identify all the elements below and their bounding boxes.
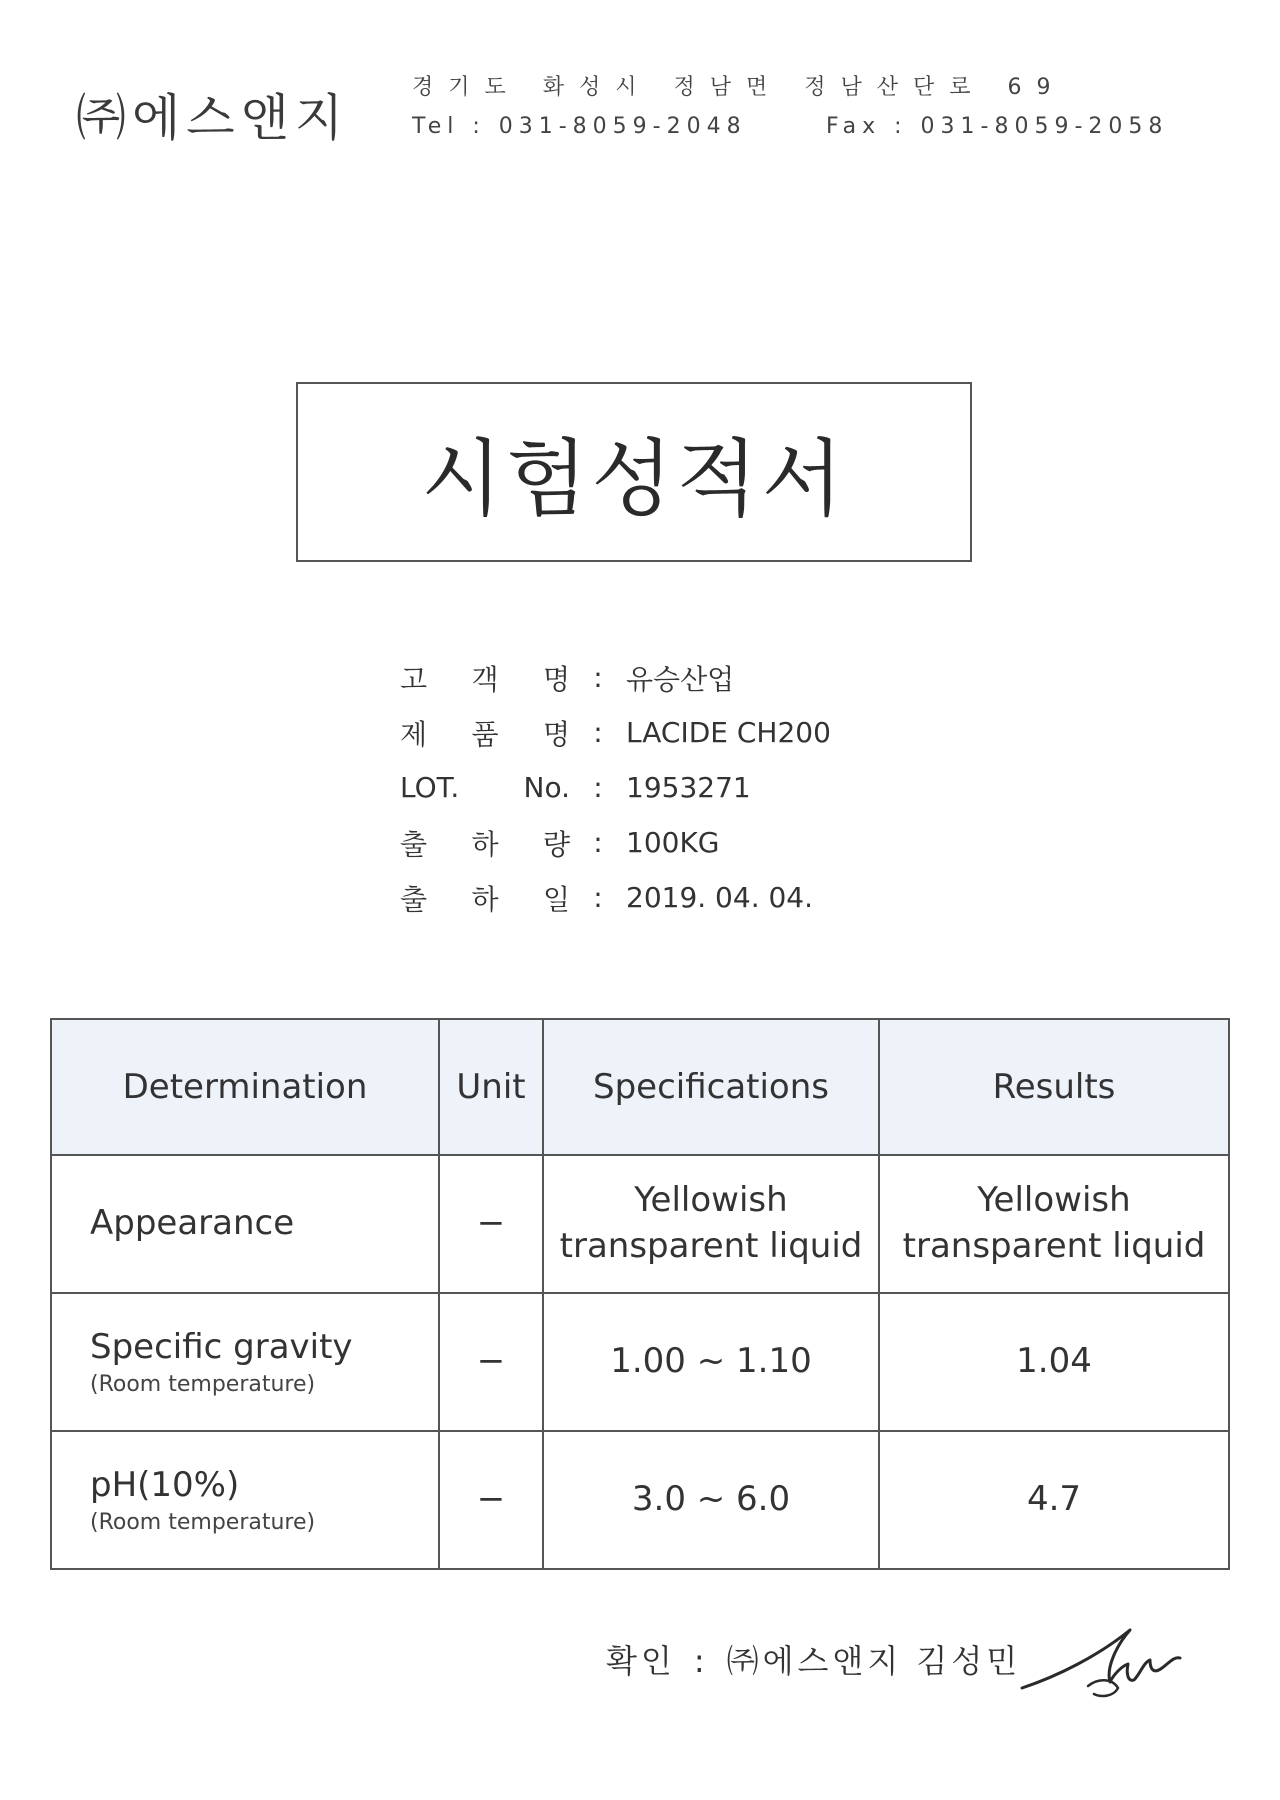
label-char: 하 xyxy=(471,882,499,916)
info-value-ship-date: 2019. 04. 04. xyxy=(626,881,814,914)
label-word: No. xyxy=(523,771,570,804)
header-specifications: Specifications xyxy=(543,1019,879,1155)
determination-cell xyxy=(51,1431,439,1569)
info-row-customer xyxy=(400,650,1000,705)
table-row xyxy=(51,1155,1229,1293)
table-row xyxy=(51,1293,1229,1431)
company-address: 경기도 화성시 정남면 정남산단로 69 xyxy=(412,75,1066,100)
label-char: 하 xyxy=(471,827,499,861)
title-box xyxy=(296,382,972,562)
spec-line: Yellowish xyxy=(634,1180,788,1221)
info-label-customer xyxy=(400,658,570,698)
company-tel: Tel : 031-8059-2048 xyxy=(412,114,747,139)
info-label-lot xyxy=(400,771,570,804)
info-colon: : xyxy=(593,716,603,749)
unit-cell: − xyxy=(439,1293,543,1431)
table-header-row xyxy=(51,1019,1229,1155)
label-char: 고 xyxy=(400,662,428,696)
info-value-quantity: 100KG xyxy=(626,826,720,859)
results-table xyxy=(50,1018,1230,1570)
result-line: Yellowish xyxy=(977,1180,1131,1221)
confirmation-label: 확인 xyxy=(606,1642,676,1680)
document-title: 시험성적서 xyxy=(421,429,847,528)
info-row-product xyxy=(400,705,1000,760)
label-char: 일 xyxy=(542,882,570,916)
result-cell: 1.04 xyxy=(879,1293,1229,1431)
spec-cell: 3.0 ~ 6.0 xyxy=(543,1431,879,1569)
info-block xyxy=(400,650,1000,925)
result-cell xyxy=(879,1155,1229,1293)
determination-note: (Room temperature) xyxy=(90,1371,316,1397)
spec-cell: 1.00 ~ 1.10 xyxy=(543,1293,879,1431)
label-char: 명 xyxy=(542,662,570,696)
unit-cell: − xyxy=(439,1431,543,1569)
spec-cell xyxy=(543,1155,879,1293)
label-char: 객 xyxy=(471,662,499,696)
signature-icon xyxy=(1018,1616,1188,1706)
result-line: transparent liquid xyxy=(902,1226,1206,1266)
confirmation-signer: ㈜에스앤지 김성민 xyxy=(726,1642,1022,1680)
header-determination: Determination xyxy=(51,1019,439,1155)
company-fax: Fax : 031-8059-2058 xyxy=(826,114,1169,139)
info-value-customer: 유승산업 xyxy=(626,662,735,696)
label-char: 출 xyxy=(400,827,428,861)
label-char: 품 xyxy=(471,717,499,751)
company-name: ㈜에스앤지 xyxy=(76,89,350,147)
confirmation-line xyxy=(606,1636,1021,1682)
info-colon: : xyxy=(593,661,603,694)
info-label-product xyxy=(400,713,570,753)
header-results: Results xyxy=(879,1019,1229,1155)
info-colon: : xyxy=(593,881,603,914)
info-value-lot: 1953271 xyxy=(626,771,751,804)
determination-note: (Room temperature) xyxy=(90,1509,316,1535)
info-label-quantity xyxy=(400,823,570,863)
determination-name: pH(10%) xyxy=(90,1464,240,1505)
spec-line: transparent liquid xyxy=(559,1226,863,1266)
label-word: LOT. xyxy=(400,771,460,804)
unit-cell: − xyxy=(439,1155,543,1293)
determination-cell xyxy=(51,1155,439,1293)
info-row-lot xyxy=(400,760,1000,815)
info-label-ship-date xyxy=(400,878,570,918)
info-colon: : xyxy=(593,826,603,859)
determination-name: Specific gravity xyxy=(90,1326,353,1367)
info-value-product: LACIDE CH200 xyxy=(626,716,831,749)
table-row xyxy=(51,1431,1229,1569)
determination-name: Appearance xyxy=(90,1203,295,1244)
confirmation-colon: : xyxy=(693,1642,709,1680)
info-row-ship-date xyxy=(400,870,1000,925)
label-char: 출 xyxy=(400,882,428,916)
info-row-quantity xyxy=(400,815,1000,870)
determination-cell xyxy=(51,1293,439,1431)
label-char: 량 xyxy=(542,827,570,861)
info-colon: : xyxy=(593,771,603,804)
label-char: 제 xyxy=(400,717,428,751)
result-cell: 4.7 xyxy=(879,1431,1229,1569)
label-char: 명 xyxy=(542,717,570,751)
header-unit: Unit xyxy=(439,1019,543,1155)
